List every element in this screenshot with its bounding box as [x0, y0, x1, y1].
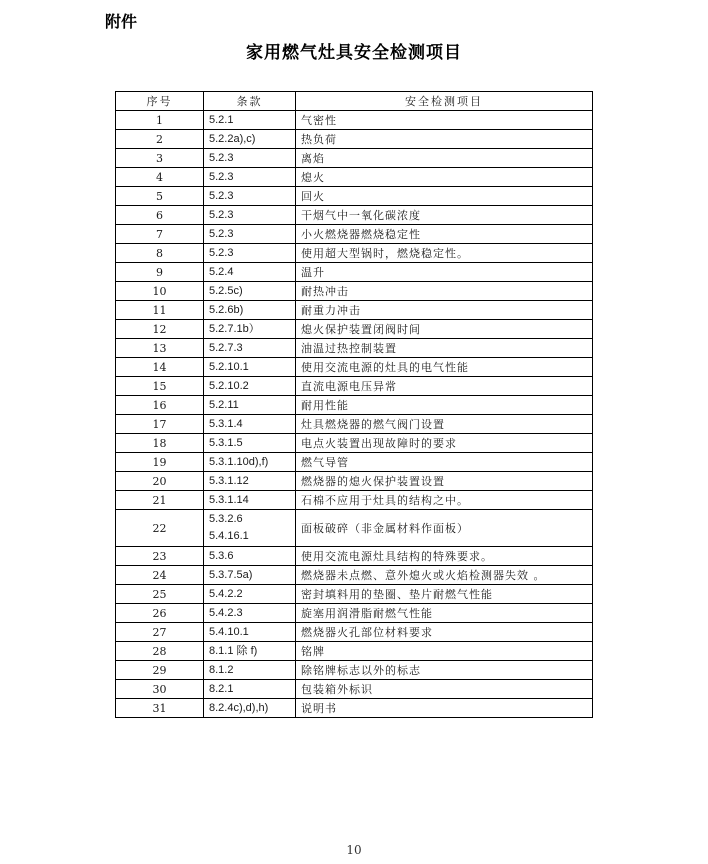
test-item-cell: 干烟气中一氧化碳浓度: [296, 206, 593, 225]
table-row: [116, 358, 593, 377]
test-item-cell: 直流电源电压异常: [296, 377, 593, 396]
clause-cell: [204, 510, 296, 547]
test-item-cell: 熄火: [296, 168, 593, 187]
clause-cell: 5.2.3: [204, 187, 296, 206]
table-row: [116, 320, 593, 339]
test-item-cell: 耐用性能: [296, 396, 593, 415]
table-row: [116, 339, 593, 358]
test-item-cell: 燃气导管: [296, 453, 593, 472]
clause-cell: 5.4.2.3: [204, 604, 296, 623]
test-item-cell: 包装箱外标识: [296, 680, 593, 699]
test-item-cell: 耐热冲击: [296, 282, 593, 301]
test-item-cell: 石棉不应用于灶具的结构之中。: [296, 491, 593, 510]
clause-line: 5.3.2.6: [209, 513, 243, 525]
row-number: 29: [116, 661, 204, 680]
table-row: [116, 396, 593, 415]
clause-cell: 5.3.7.5a): [204, 566, 296, 585]
column-header-no: 序号: [116, 92, 204, 111]
row-number: 4: [116, 168, 204, 187]
table-row: [116, 244, 593, 263]
test-item-cell: 回火: [296, 187, 593, 206]
table-row: [116, 149, 593, 168]
test-item-cell: 燃烧器火孔部位材料要求: [296, 623, 593, 642]
table-row: [116, 130, 593, 149]
clause-cell: 5.2.3: [204, 206, 296, 225]
clause-cell: 5.2.1: [204, 111, 296, 130]
table-row: [116, 453, 593, 472]
clause-cell: 5.4.2.2: [204, 585, 296, 604]
clause-cell: 5.3.1.14: [204, 491, 296, 510]
test-item-cell: 熄火保护装置闭阀时间: [296, 320, 593, 339]
table-row: [116, 585, 593, 604]
test-item-cell: 旋塞用润滑脂耐燃气性能: [296, 604, 593, 623]
row-number: 17: [116, 415, 204, 434]
row-number: 7: [116, 225, 204, 244]
clause-cell: 5.2.4: [204, 263, 296, 282]
test-item-cell: 使用超大型锅时，燃烧稳定性。: [296, 244, 593, 263]
test-item-cell: 燃烧器未点燃、意外熄火或火焰检测器失效 。: [296, 566, 593, 585]
column-header-clause: 条款: [204, 92, 296, 111]
table-row: [116, 642, 593, 661]
row-number: 30: [116, 680, 204, 699]
test-item-cell: 密封填料用的垫圈、垫片耐燃气性能: [296, 585, 593, 604]
row-number: 2: [116, 130, 204, 149]
clause-cell: 5.2.5c): [204, 282, 296, 301]
clause-line: 5.4.16.1: [209, 530, 249, 542]
clause-cell: 5.2.10.2: [204, 377, 296, 396]
clause-cell: 5.2.3: [204, 149, 296, 168]
table-row: [116, 111, 593, 130]
clause-cell: 5.3.1.10d),f): [204, 453, 296, 472]
clause-cell: 5.2.7.1b）: [204, 320, 296, 339]
test-item-cell: 温升: [296, 263, 593, 282]
table-row: [116, 547, 593, 566]
test-item-cell: 热负荷: [296, 130, 593, 149]
table-row: [116, 168, 593, 187]
row-number: 16: [116, 396, 204, 415]
row-number: 8: [116, 244, 204, 263]
table-row: [116, 699, 593, 718]
table-row: [116, 680, 593, 699]
row-number: 27: [116, 623, 204, 642]
clause-cell: 5.2.10.1: [204, 358, 296, 377]
table-row: [116, 187, 593, 206]
row-number: 19: [116, 453, 204, 472]
clause-cell: 5.2.2a),c): [204, 130, 296, 149]
clause-cell: 8.2.1: [204, 680, 296, 699]
row-number: 13: [116, 339, 204, 358]
row-number: 12: [116, 320, 204, 339]
row-number: 5: [116, 187, 204, 206]
table-row: [116, 301, 593, 320]
test-item-cell: 油温过热控制装置: [296, 339, 593, 358]
row-number: 23: [116, 547, 204, 566]
test-item-cell: 使用交流电源灶具结构的特殊要求。: [296, 547, 593, 566]
table-row: [116, 282, 593, 301]
test-item-cell: 气密性: [296, 111, 593, 130]
test-item-cell: 离焰: [296, 149, 593, 168]
attachment-label: 附件: [105, 12, 138, 31]
row-number: 1: [116, 111, 204, 130]
table-row: [116, 491, 593, 510]
clause-cell: 5.2.3: [204, 244, 296, 263]
test-item-cell: 小火燃烧器燃烧稳定性: [296, 225, 593, 244]
row-number: 20: [116, 472, 204, 491]
test-item-cell: 使用交流电源的灶具的电气性能: [296, 358, 593, 377]
row-number: 25: [116, 585, 204, 604]
row-number: 21: [116, 491, 204, 510]
table-row: [116, 566, 593, 585]
clause-cell: 5.2.7.3: [204, 339, 296, 358]
table-row: [116, 623, 593, 642]
clause-cell: 8.1.2: [204, 661, 296, 680]
row-number: 18: [116, 434, 204, 453]
column-header-item: 安全检测项目: [296, 92, 593, 111]
row-number: 26: [116, 604, 204, 623]
test-item-cell: 说明书: [296, 699, 593, 718]
row-number: 15: [116, 377, 204, 396]
row-number: 10: [116, 282, 204, 301]
table-header-row: [116, 92, 593, 111]
row-number: 24: [116, 566, 204, 585]
test-item-cell: 燃烧器的熄火保护装置设置: [296, 472, 593, 491]
clause-cell: 5.3.1.5: [204, 434, 296, 453]
clause-cell: 5.2.3: [204, 168, 296, 187]
table-row: [116, 604, 593, 623]
table-row: [116, 415, 593, 434]
safety-test-items-table: [115, 91, 593, 718]
test-item-cell: 电点火装置出现故障时的要求: [296, 434, 593, 453]
table-row: [116, 206, 593, 225]
clause-cell: 5.2.6b): [204, 301, 296, 320]
test-item-cell: 除铭牌标志以外的标志: [296, 661, 593, 680]
clause-cell: 8.1.1 除 f): [204, 642, 296, 661]
document-title: 家用燃气灶具安全检测项目: [246, 43, 462, 63]
test-item-cell: 面板破碎（非金属材料作面板）: [296, 510, 593, 547]
row-number: 3: [116, 149, 204, 168]
clause-cell: 5.3.6: [204, 547, 296, 566]
clause-cell: 5.3.1.4: [204, 415, 296, 434]
clause-cell: 5.2.3: [204, 225, 296, 244]
table-body: [116, 111, 593, 718]
row-number: 14: [116, 358, 204, 377]
clause-cell: 8.2.4c),d),h): [204, 699, 296, 718]
table-row: [116, 661, 593, 680]
page-number: 10: [346, 843, 362, 857]
clause-cell: 5.2.11: [204, 396, 296, 415]
row-number: 28: [116, 642, 204, 661]
table-row: [116, 377, 593, 396]
table-row: [116, 510, 593, 547]
table-row: [116, 472, 593, 491]
clause-cell: 5.4.10.1: [204, 623, 296, 642]
test-item-cell: 灶具燃烧器的燃气阀门设置: [296, 415, 593, 434]
row-number: 11: [116, 301, 204, 320]
table-row: [116, 263, 593, 282]
table-row: [116, 434, 593, 453]
table-row: [116, 225, 593, 244]
row-number: 22: [116, 510, 204, 547]
test-item-cell: 耐重力冲击: [296, 301, 593, 320]
row-number: 9: [116, 263, 204, 282]
row-number: 31: [116, 699, 204, 718]
clause-cell: 5.3.1.12: [204, 472, 296, 491]
test-item-cell: 铭牌: [296, 642, 593, 661]
row-number: 6: [116, 206, 204, 225]
